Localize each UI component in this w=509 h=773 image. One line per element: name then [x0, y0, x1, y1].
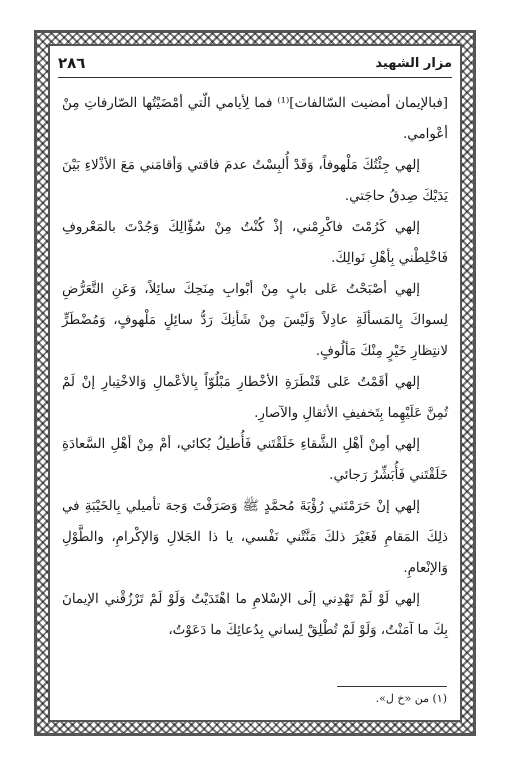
header-rule — [58, 77, 452, 78]
paragraph: إلهي أقَمْتُ عَلى قَنْطَرَةِ الأخْطارِ مَبْلُوّاً بِالأعْمالِ وَالاخْتِبارِ إنْ لَمْ تُمِنَّ عَلَيْهِما بِتَخفيفِ الأثقالِ والآصارِ. — [62, 375, 448, 421]
footnote: (١) من «خ ل». — [375, 692, 447, 705]
paragraph: [فبالإيمان أمضيت السّالفات]⁽¹⁾ فما لِأيامي الّتي أمْضَيْتُها الصّارفاتِ مِنْ أعْوامي. — [62, 96, 448, 142]
paragraph: إلهي لَوْ لَمْ تَهْدِني إلَى الإسْلامِ ما اهْتَدَيْتُ وَلَوْ لَمْ تَرْزُقْني الإيمانَ بِكَ ما آمَنْتُ، وَلَوْ لَمْ تُطْلِقْ لِساني بِدُعائِكَ ما دَعَوْتُ، — [62, 592, 448, 638]
paragraph: إلهي أصْبَحْتُ عَلى بابٍ مِنْ أبْوابِ مِنَحِكَ سائِلاً، وَعَنِ التَّعَرُّضِ لِسواكَ بِالمَسألَةِ عادِلاً وَلَيْسَ مِنْ شَأنِكَ رَدُّ سائِلٍ مَلْهوفٍ، وَمُضْطَرٍّ لانتِظارِ خَيْرٍ مِنْكَ مَألُوفٍ. — [62, 282, 448, 359]
paragraph: إلهي جِئْتُكَ مَلْهوفاً، وَقَدْ أُلبِسْتُ عدمَ فاقتي وَأقامَني مَعَ الأذْلاءِ بَيْنَ يَدَيْكَ صِدقُ حاجَتي. — [62, 158, 448, 204]
page-number: ٢٨٦ — [58, 54, 86, 72]
running-title: مزار الشهيد — [375, 55, 452, 71]
paragraph: إلهي إنْ حَرَمْتَني رُؤْيَةَ مُحمَّدٍ ﷺ وَصَرَفْتَ وَجهَ تأميلي بِالخَيْبَةِ في ذلِكَ المَقامِ فَغَيْرَ ذلكَ مَنَّتْني نَفْسي، يا ذا الجَلالِ وَالإكْرامِ، والطَّوْلِ وَالإنْعامِ. — [62, 499, 448, 576]
page-header — [58, 50, 452, 76]
paragraph: إلهي أمِنْ أهْلِ الشَّقاءِ خَلَقْتَني فَأُطيلُ بُكائي، أمْ مِنْ أهْلِ السَّعادَةِ خَلَقْتَني فَأُبَشِّرُ رَجائي. — [62, 437, 448, 483]
paragraph: إلهي كَرُمْتَ فاكْرِمْني، إذْ كُنْتُ مِنْ سُؤّالِكَ وَجُدْتَ بالمَعْروفِ فَاخْلِطْني بِأهْلِ نَوالِكَ. — [62, 220, 448, 266]
body-text — [62, 88, 448, 646]
footnote-rule — [337, 686, 447, 687]
